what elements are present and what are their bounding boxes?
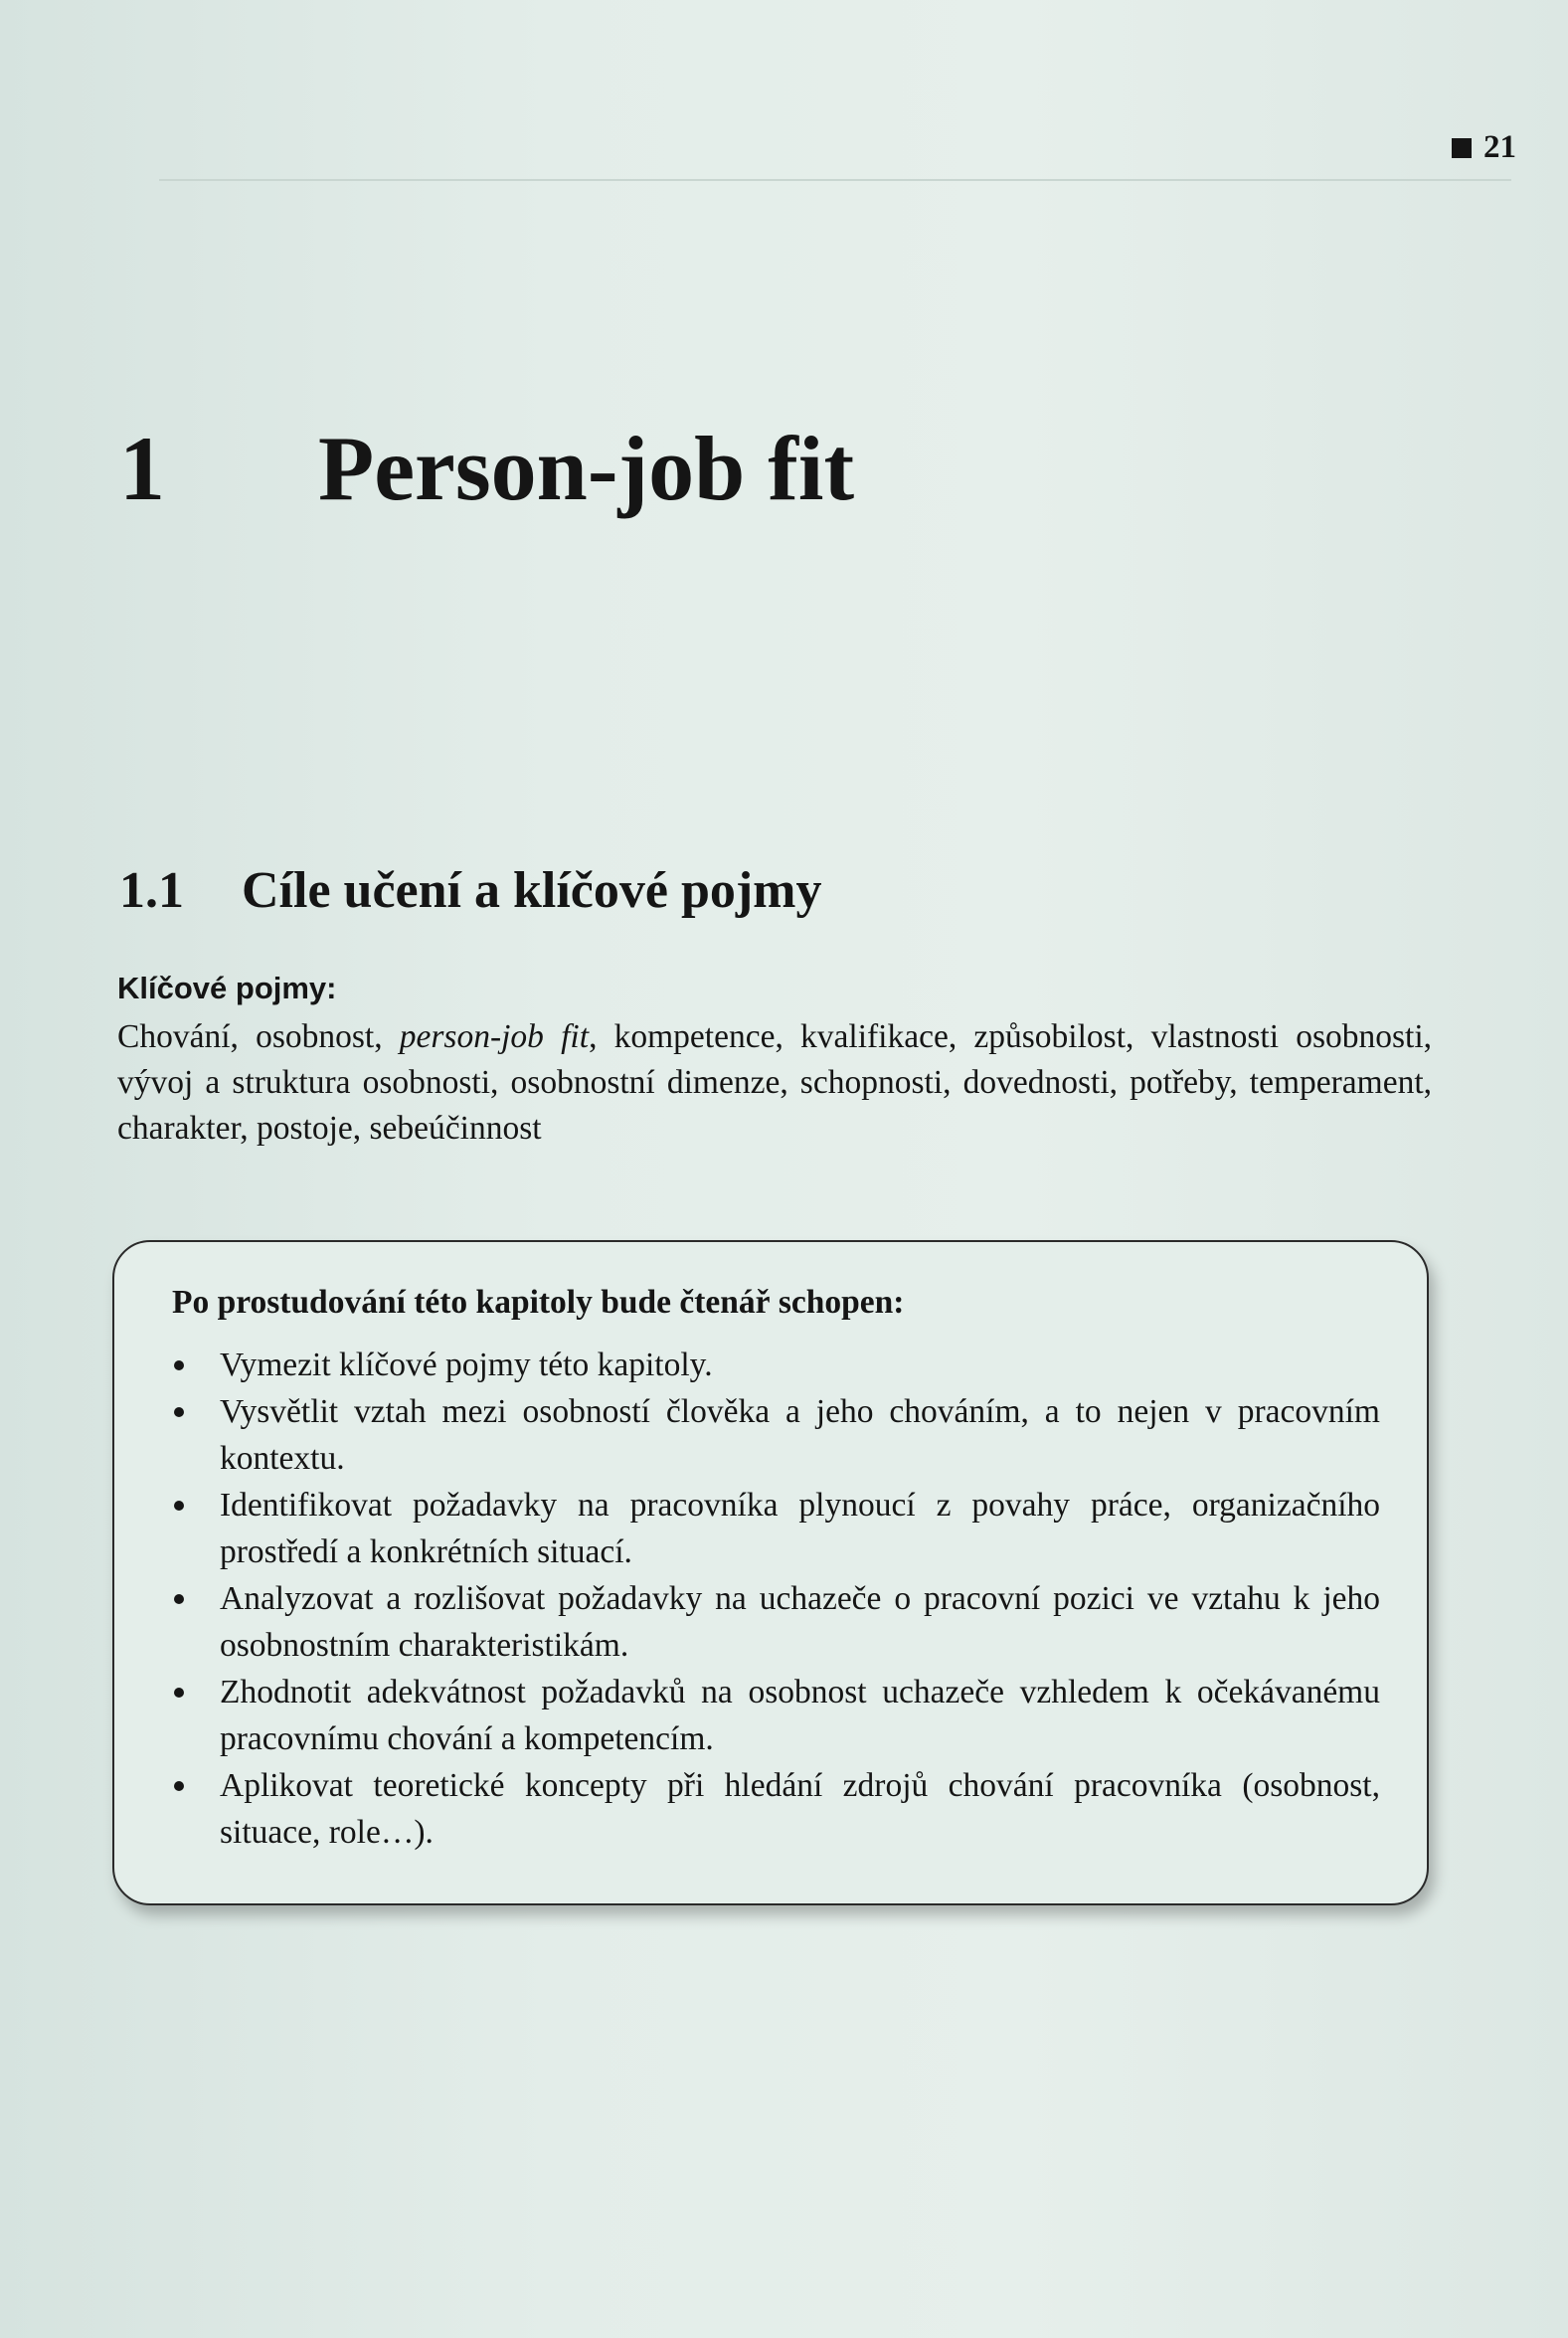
objective-text: Vysvětlit vztah mezi osobností člověka a jeho chováním, a to nejen v pracovním kontextu. <box>220 1393 1380 1477</box>
list-item <box>172 1575 1380 1669</box>
bullet-icon <box>174 1501 184 1511</box>
square-icon <box>1452 138 1472 158</box>
objectives-heading: Po prostudování této kapitoly bude čtenář schopen: <box>172 1284 905 1321</box>
bullet-icon <box>174 1407 184 1417</box>
bullet-icon <box>174 1781 184 1791</box>
chapter-number: 1 <box>119 418 165 519</box>
bullet-icon <box>174 1594 184 1604</box>
key-terms-text <box>117 1014 1432 1152</box>
key-terms-heading: Klíčové pojmy: <box>117 971 337 1005</box>
objective-text: Aplikovat teoretické koncepty při hledání zdrojů chování pracovníka (osobnost, situace, role…). <box>220 1767 1380 1851</box>
list-item <box>172 1342 1380 1388</box>
page-number <box>1452 129 1516 166</box>
list-item <box>172 1388 1380 1482</box>
objective-text: Vymezit klíčové pojmy této kapitoly. <box>220 1347 713 1383</box>
objective-text: Analyzovat a rozlišovat požadavky na uchazeče o pracovní pozici ve vztahu k jeho osobnostním charakteristikám. <box>220 1580 1380 1664</box>
section-heading <box>119 862 822 919</box>
bullet-icon <box>174 1688 184 1698</box>
bullet-icon <box>174 1360 184 1370</box>
header-rule <box>159 179 1511 181</box>
learning-objectives-box <box>112 1240 1429 1905</box>
key-terms-part-2: , kompetence, kvalifikace, způsobilost, vlastnosti osobnosti, vývoj a struktura osobnosti, osobnostní dimenze, schopnosti, dovednosti, potřeby, temperament, charakter, postoje, sebeúčinnost <box>117 1018 1433 1147</box>
chapter-title: Person-job fit <box>318 418 855 519</box>
section-number: 1.1 <box>119 862 184 919</box>
section-title: Cíle učení a klíčové pojmy <box>242 862 822 919</box>
objective-text: Zhodnotit adekvátnost požadavků na osobnost uchazeče vzhledem k očekávanému pracovnímu chování a kompetencím. <box>220 1674 1380 1757</box>
key-terms-part-1: Chování, osobnost, <box>117 1018 400 1055</box>
key-terms-italic-term: person-job fit <box>399 1018 590 1055</box>
page-number-text: 21 <box>1483 129 1516 165</box>
list-item <box>172 1762 1380 1856</box>
objective-text: Identifikovat požadavky na pracovníka plynoucí z povahy práce, organizačního prostředí a konkrétních situací. <box>220 1487 1380 1570</box>
list-item <box>172 1482 1380 1575</box>
list-item <box>172 1669 1380 1762</box>
objectives-list <box>172 1342 1380 1856</box>
